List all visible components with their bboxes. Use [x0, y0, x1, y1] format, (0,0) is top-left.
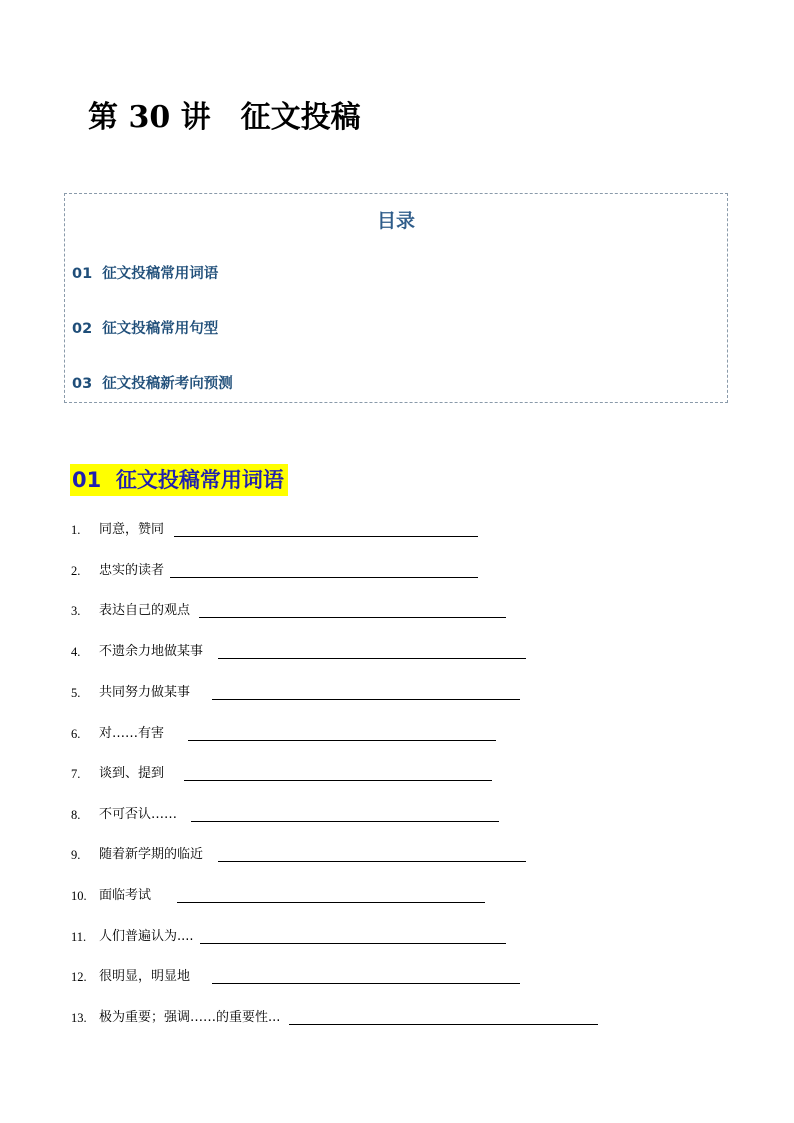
table-of-contents — [64, 193, 728, 403]
item-number: 10. — [71, 889, 87, 903]
section-title: 01 征文投稿常用词语 — [70, 464, 288, 496]
item-number: 6. — [71, 727, 81, 741]
answer-blank[interactable] — [200, 943, 506, 944]
answer-blank[interactable] — [218, 861, 526, 862]
item-label: 对……有害 — [99, 726, 165, 741]
answer-blank[interactable] — [177, 902, 485, 903]
answer-blank[interactable] — [184, 780, 492, 781]
item-label: 极为重要；强调……的重要性... — [99, 1010, 281, 1025]
answer-blank[interactable] — [218, 658, 526, 659]
item-label: 忠实的读者 — [99, 563, 165, 578]
item-label: 人们普遍认为.... — [99, 929, 194, 944]
item-number: 8. — [71, 808, 81, 822]
answer-blank[interactable] — [191, 821, 499, 822]
toc-heading: 目录 — [376, 210, 415, 232]
answer-blank[interactable] — [174, 536, 478, 537]
answer-blank[interactable] — [170, 577, 478, 578]
item-number: 12. — [71, 970, 87, 984]
answer-blank[interactable] — [212, 699, 520, 700]
item-label: 同意，赞同 — [99, 522, 165, 537]
answer-blank[interactable] — [199, 617, 506, 618]
page-title: 第 30 讲 征文投稿 — [88, 100, 361, 135]
item-label: 共同努力做某事 — [99, 685, 191, 700]
item-label: 面临考试 — [99, 888, 152, 903]
item-number: 2. — [71, 564, 81, 578]
answer-blank[interactable] — [188, 740, 496, 741]
item-label: 很明显，明显地 — [99, 969, 191, 984]
item-number: 13. — [71, 1011, 87, 1025]
answer-blank[interactable] — [289, 1024, 598, 1025]
item-label: 不可否认…… — [99, 807, 178, 822]
item-label: 不遗余力地做某事 — [99, 644, 204, 659]
item-label: 随着新学期的临近 — [99, 847, 204, 862]
answer-blank[interactable] — [212, 983, 520, 984]
item-number: 11. — [71, 930, 87, 944]
item-label: 谈到、提到 — [99, 766, 165, 781]
item-number: 1. — [71, 523, 81, 537]
item-number: 7. — [71, 767, 81, 781]
toc-item-2[interactable]: 02 征文投稿常用句型 — [72, 321, 219, 337]
item-label: 表达自己的观点 — [99, 603, 191, 618]
toc-item-1[interactable]: 01 征文投稿常用词语 — [72, 266, 219, 282]
item-number: 3. — [71, 604, 81, 618]
item-number: 4. — [71, 645, 81, 659]
item-number: 5. — [71, 686, 81, 700]
item-number: 9. — [71, 848, 81, 862]
toc-item-3[interactable]: 03 征文投稿新考向预测 — [72, 376, 233, 392]
